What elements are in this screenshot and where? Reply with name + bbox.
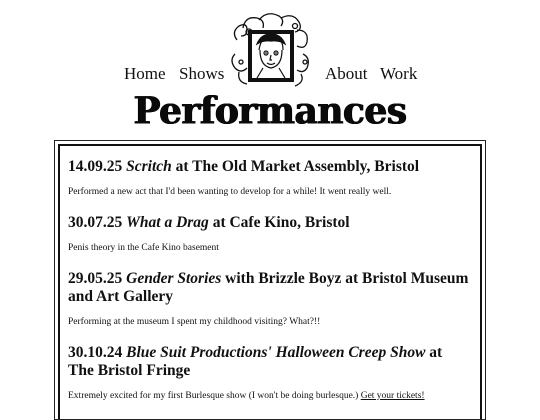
page-title [0,89,540,133]
performance-show-name: Blue Suit Productions' Halloween Creep Show [126,344,426,361]
performance-show-name: Gender Stories [126,270,222,287]
top-navigation [0,0,540,94]
performance-venue: at Cafe Kino, Bristol [208,214,350,231]
performances-list [58,144,482,419]
performance-entry [68,270,470,328]
performance-entry [68,214,470,254]
performance-venue: at The Bristol Fringe [68,344,443,379]
portrait-logo-icon[interactable] [229,10,314,90]
nav-about-link[interactable]: About [325,64,368,83]
performance-date: 30.07.25 [68,214,123,231]
page-title-text: Performances [133,88,407,134]
performance-entry [68,158,470,198]
performance-entry [68,344,470,402]
nav-work-link[interactable]: Work [380,64,418,83]
performance-venue: at The Old Market Assembly, Bristol [171,158,420,175]
performance-heading [68,214,470,232]
performance-date: 30.10.24 [68,344,123,361]
performance-date: 14.09.25 [68,158,123,175]
performance-show-name: Scritch [126,158,172,175]
performance-description [68,390,470,402]
nav-shows-link[interactable]: Shows [179,64,225,83]
performance-description-text: Extremely excited for my first Burlesque show (I won't be doing burlesque.) [68,391,361,401]
performance-show-name: What a Drag [126,214,209,231]
performance-heading [68,158,470,176]
get-tickets-link[interactable]: Get your tickets! [360,391,425,401]
nav-home-link[interactable]: Home [124,64,166,83]
performance-date: 29.05.25 [68,270,123,287]
performance-description: Performed a new act that I'd been wanting to develop for a while! It went really well. [68,187,392,197]
performance-heading [68,344,470,380]
performance-description: Performing at the museum I spent my childhood visiting? What?!! [68,317,321,327]
performances-frame [54,140,486,420]
performance-description: Penis theory in the Cafe Kino basement [68,243,219,253]
performance-venue: with Brizzle Boyz at Bristol Museum and Art Gallery [68,270,469,305]
performance-heading [68,270,470,306]
